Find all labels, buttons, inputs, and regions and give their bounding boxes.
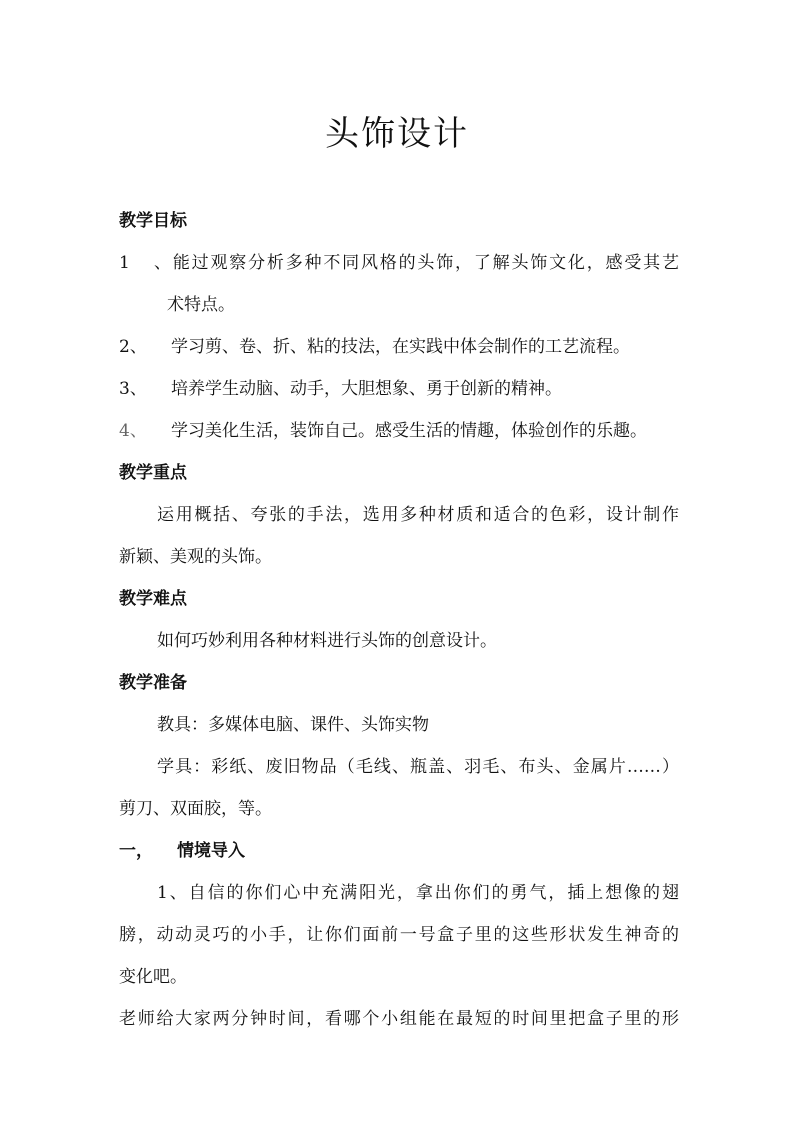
goal-item-1-continued: [119, 294, 679, 316]
difficulties-text: [119, 630, 679, 652]
difficulties-heading: 教学难点: [119, 589, 187, 609]
goal-text-3: 培养学生动脑、动手，大胆想象、勇于创新的精神。: [171, 379, 562, 399]
preparation-student-text-1: 学具：彩纸、废旧物品（毛线、瓶盖、羽毛、布头、金属片……）: [157, 757, 679, 777]
section-1-paragraph-1-line3: 变化吧。: [119, 967, 187, 987]
section-1-paragraph-2-line1: 老师给大家两分钟时间，看哪个小组能在最短的时间里把盒子里的形: [119, 1009, 679, 1029]
key-points-heading: 教学重点: [119, 463, 187, 483]
section-1-title: 情境导入: [177, 841, 245, 861]
section-1-paragraph-1-line1: [119, 882, 679, 904]
key-points-text-line1: [119, 504, 679, 526]
section-1-p1-text-1: 1、自信的你们心中充满阳光，拿出你们的勇气，插上想像的翅: [157, 883, 679, 903]
preparation-teacher: [119, 714, 679, 736]
goal-number-3: 3、: [119, 379, 147, 399]
goal-number-1: 1、: [119, 253, 171, 273]
goal-text-1: 能过观察分析多种不同风格的头饰，了解头饰文化，感受其艺: [171, 253, 679, 273]
goal-item-3: [119, 378, 679, 400]
goal-text-4: 学习美化生活，装饰自己。感受生活的情趣，体验创作的乐趣。: [171, 421, 647, 441]
goal-item-2: [119, 336, 679, 358]
goal-number-2: 2、: [119, 337, 147, 357]
preparation-student-line1: [119, 756, 679, 778]
goals-heading: 教学目标: [119, 211, 187, 231]
document-title: 头饰设计: [325, 114, 469, 154]
key-points-text-1: 运用概括、夸张的手法，选用多种材质和适合的色彩，设计制作: [157, 505, 679, 525]
goal-item-4: [119, 420, 679, 442]
goal-text-2: 学习剪、卷、折、粘的技法，在实践中体会制作的工艺流程。: [171, 337, 630, 357]
goal-text-1-line2: 术特点。: [167, 295, 235, 315]
preparation-heading: 教学准备: [119, 673, 187, 693]
section-1-number: 一，: [119, 841, 153, 861]
difficulties-text-1: 如何巧妙利用各种材料进行头饰的创意设计。: [157, 631, 497, 651]
section-1-heading: [119, 840, 679, 862]
goal-item-1: [119, 252, 679, 274]
goal-number-4: 4、: [119, 421, 147, 441]
key-points-text-line2: 新颖、美观的头饰。: [119, 547, 272, 567]
preparation-student-line2: 剪刀、双面胶，等。: [119, 799, 272, 819]
preparation-teacher-text: 教具：多媒体电脑、课件、头饰实物: [157, 715, 429, 735]
section-1-paragraph-1-line2: 膀，动动灵巧的小手，让你们面前一号盒子里的这些形状发生神奇的: [119, 925, 679, 945]
